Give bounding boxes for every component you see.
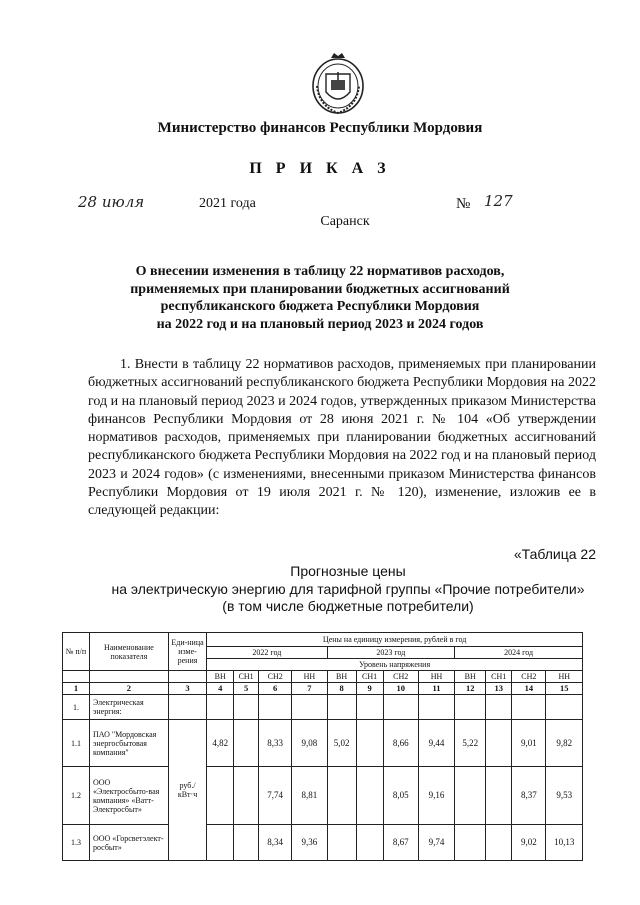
table-caption: «Таблица 22 [513,546,596,562]
col-number: 11 [418,683,454,695]
level-cell: ВН [327,671,356,683]
col-number: 10 [383,683,418,695]
header-voltage: Уровень напряжения [207,659,583,671]
coat-of-arms-emblem [309,50,367,120]
value-cell [207,825,234,861]
value-cell: 9,08 [292,720,327,767]
empty-cell [168,671,206,683]
row-num: 1.2 [63,767,90,825]
empty-cell [89,671,168,683]
value-cell: 8,67 [383,825,418,861]
order-subject [100,263,540,333]
subject-line: на 2022 год и на плановый период 2023 и 2024 годов [156,316,484,332]
value-cell: 8,05 [383,767,418,825]
value-cell: 9,74 [418,825,454,861]
value-cell [455,825,486,861]
unit-cell: руб./ кВт·ч [168,720,206,861]
value-cell [234,825,259,861]
col-number: 9 [356,683,383,695]
table-title-line: на электрическую энергию для тарифной группы «Прочие потребители» [111,580,585,597]
value-cell [486,695,512,720]
level-cell: СН2 [512,671,546,683]
value-cell: 8,81 [292,767,327,825]
price-table [62,632,583,861]
header-year: 2022 год [207,647,327,659]
table-title [88,563,608,616]
value-cell [327,695,356,720]
value-cell [259,695,292,720]
col-number: 7 [292,683,327,695]
value-cell [234,695,259,720]
value-cell: 9,16 [418,767,454,825]
value-cell: 9,53 [546,767,583,825]
city-name: Саранск [320,214,370,229]
col-number: 14 [512,683,546,695]
col-number: 2 [89,683,168,695]
value-cell [327,825,356,861]
header-year: 2024 год [455,647,583,659]
value-cell [234,720,259,767]
value-cell [546,695,583,720]
value-cell: 8,34 [259,825,292,861]
level-cell: ВН [455,671,486,683]
col-number: 15 [546,683,583,695]
row-num: 1.1 [63,720,90,767]
header-name: Наименование показателя [89,633,168,671]
value-cell: 5,02 [327,720,356,767]
level-cell: СН1 [356,671,383,683]
value-cell [207,695,234,720]
level-cell: СН2 [259,671,292,683]
empty-cell [63,671,90,683]
row-num: 1.3 [63,825,90,861]
col-number: 5 [234,683,259,695]
col-number: 12 [455,683,486,695]
number-label: № [456,196,471,212]
value-cell: 10,13 [546,825,583,861]
value-cell [455,695,486,720]
value-cell [234,767,259,825]
row-name: ООО «Электросбыто-вая компания» «Ватт-Электросбыт» [89,767,168,825]
value-cell: 8,37 [512,767,546,825]
table-title-line: Прогнозные цены [290,563,406,579]
table-row [63,767,583,825]
value-cell: 9,44 [418,720,454,767]
row-num: 1. [63,695,90,720]
row-name: Электрическая энергия: [89,695,168,720]
value-cell: 8,33 [259,720,292,767]
header-num: № п/п [63,633,90,671]
value-cell [383,695,418,720]
value-cell [486,720,512,767]
header-unit: Еди-ница изме-рения [168,633,206,671]
col-number: 13 [486,683,512,695]
handwritten-date: 28 июля [78,193,145,211]
value-cell: 8,66 [383,720,418,767]
level-cell: СН1 [486,671,512,683]
value-cell: 7,74 [259,767,292,825]
value-cell [356,825,383,861]
value-cell [356,767,383,825]
value-cell [356,695,383,720]
value-cell [486,825,512,861]
value-cell: 9,36 [292,825,327,861]
header-prices: Цены на единицу измерения, рублей в год [207,633,583,647]
value-cell: 9,01 [512,720,546,767]
row-name: ПАО "Мордовская энергосбытовая компания" [89,720,168,767]
level-cell: НН [292,671,327,683]
level-cell: НН [418,671,454,683]
value-cell: 4,82 [207,720,234,767]
value-cell [418,695,454,720]
value-cell: 9,82 [546,720,583,767]
value-cell [486,767,512,825]
table-title-line: (в том числе бюджетные потребители) [222,598,474,614]
ministry-name: Министерство финансов Республики Мордовия [157,120,483,136]
level-cell: СН1 [234,671,259,683]
value-cell: 5,22 [455,720,486,767]
col-number: 6 [259,683,292,695]
empty-cell [168,695,206,720]
col-number: 8 [327,683,356,695]
handwritten-number: 127 [484,192,513,210]
subject-line: республиканского бюджета Республики Мордовия [160,299,480,314]
col-number: 3 [168,683,206,695]
row-name: ООО «Горсветэлект-росбыт» [89,825,168,861]
table-row [63,720,583,767]
header-year: 2023 год [327,647,455,659]
value-cell [207,767,234,825]
table-row [63,695,583,720]
value-cell: 9,02 [512,825,546,861]
order-body [88,356,596,521]
level-cell: СН2 [383,671,418,683]
table-row [63,825,583,861]
col-number: 1 [63,683,90,695]
level-cell: ВН [207,671,234,683]
body-paragraph: 1. Внести в таблицу 22 нормативов расходов, применяемых при планировании бюджетных ассигнований республиканского бюджета Республики Мордовия на 2022 год и на плановый период 2023 и 2024 годов, утвержденных приказом Министерства финансов Республики Мордовия от 28 июня 2021 г. № 104 «Об утверждении нормативов расходов, применяемых при планировании бюджетных ассигнований республиканского бюджета Республики Мордовия на 2022 год и на плановый период 2023 и 2024 годов» (с изменениями, внесенными приказом Министерства финансов Республики Мордовия от 19 июля 2021 г. № 120), изменение, изложив ее в следующей редакции: [88,357,596,519]
level-cell: НН [546,671,583,683]
subject-line: О внесении изменения в таблицу 22 нормативов расходов, [135,264,505,279]
value-cell [327,767,356,825]
value-cell [512,695,546,720]
year-label: 2021 года [199,196,256,211]
subject-line: применяемых при планировании бюджетных ассигнований [130,281,510,297]
value-cell [292,695,327,720]
value-cell [455,767,486,825]
value-cell [356,720,383,767]
document-type: П Р И К А З [249,160,391,177]
col-number: 4 [207,683,234,695]
